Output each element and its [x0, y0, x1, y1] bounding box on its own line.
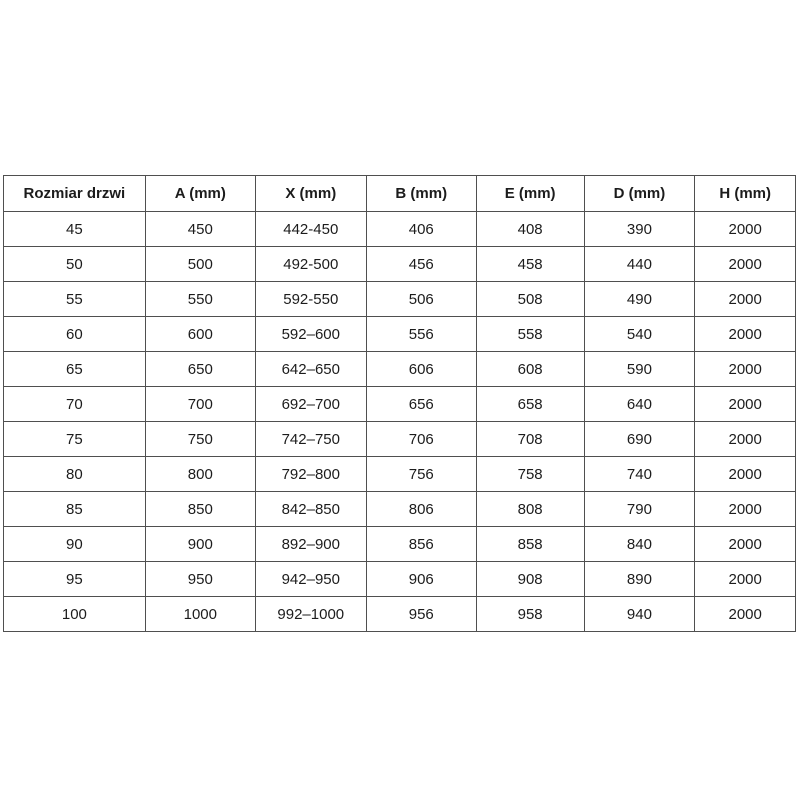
table-cell: 590 [584, 352, 695, 387]
table-cell: 2000 [695, 527, 796, 562]
table-cell: 508 [476, 282, 584, 317]
header-cell-d-mm: D (mm) [584, 176, 695, 212]
door-size-table [3, 175, 796, 632]
table-cell: 390 [584, 212, 695, 247]
table-cell: 500 [145, 247, 255, 282]
table-cell: 690 [584, 422, 695, 457]
table-cell: 60 [4, 317, 146, 352]
table-cell: 692–700 [255, 387, 366, 422]
table-cell: 740 [584, 457, 695, 492]
table-cell: 700 [145, 387, 255, 422]
table-cell: 550 [145, 282, 255, 317]
header-cell-x-mm: X (mm) [255, 176, 366, 212]
table-cell: 750 [145, 422, 255, 457]
table-cell: 2000 [695, 492, 796, 527]
table-row [4, 597, 796, 632]
table-cell: 440 [584, 247, 695, 282]
table-cell: 856 [366, 527, 476, 562]
table-cell: 65 [4, 352, 146, 387]
table-cell: 408 [476, 212, 584, 247]
table-cell: 890 [584, 562, 695, 597]
table-cell: 658 [476, 387, 584, 422]
table-cell: 456 [366, 247, 476, 282]
header-row [4, 176, 796, 212]
table-cell: 2000 [695, 317, 796, 352]
table-cell: 706 [366, 422, 476, 457]
table-row [4, 562, 796, 597]
header-cell-e-mm: E (mm) [476, 176, 584, 212]
door-size-table-container [3, 175, 796, 632]
table-row [4, 352, 796, 387]
table-cell: 2000 [695, 282, 796, 317]
table-cell: 2000 [695, 387, 796, 422]
table-cell: 70 [4, 387, 146, 422]
table-cell: 850 [145, 492, 255, 527]
table-cell: 2000 [695, 457, 796, 492]
table-cell: 900 [145, 527, 255, 562]
table-row [4, 527, 796, 562]
table-cell: 940 [584, 597, 695, 632]
table-cell: 800 [145, 457, 255, 492]
table-cell: 792–800 [255, 457, 366, 492]
table-cell: 600 [145, 317, 255, 352]
header-cell-rozmiar-drzwi: Rozmiar drzwi [4, 176, 146, 212]
table-cell: 556 [366, 317, 476, 352]
table-cell: 492-500 [255, 247, 366, 282]
table-cell: 742–750 [255, 422, 366, 457]
table-cell: 950 [145, 562, 255, 597]
table-cell: 80 [4, 457, 146, 492]
table-cell: 992–1000 [255, 597, 366, 632]
table-cell: 1000 [145, 597, 255, 632]
table-row [4, 422, 796, 457]
table-cell: 45 [4, 212, 146, 247]
table-cell: 650 [145, 352, 255, 387]
table-cell: 806 [366, 492, 476, 527]
table-row [4, 212, 796, 247]
table-cell: 100 [4, 597, 146, 632]
table-cell: 942–950 [255, 562, 366, 597]
table-row [4, 317, 796, 352]
table-cell: 85 [4, 492, 146, 527]
table-row [4, 492, 796, 527]
table-cell: 2000 [695, 422, 796, 457]
table-cell: 840 [584, 527, 695, 562]
table-cell: 592–600 [255, 317, 366, 352]
table-cell: 892–900 [255, 527, 366, 562]
table-cell: 606 [366, 352, 476, 387]
table-cell: 906 [366, 562, 476, 597]
header-cell-a-mm: A (mm) [145, 176, 255, 212]
table-cell: 958 [476, 597, 584, 632]
table-cell: 956 [366, 597, 476, 632]
table-cell: 2000 [695, 562, 796, 597]
table-row [4, 282, 796, 317]
table-cell: 50 [4, 247, 146, 282]
table-cell: 756 [366, 457, 476, 492]
table-cell: 2000 [695, 352, 796, 387]
table-cell: 656 [366, 387, 476, 422]
table-cell: 490 [584, 282, 695, 317]
table-cell: 708 [476, 422, 584, 457]
table-cell: 2000 [695, 247, 796, 282]
table-cell: 90 [4, 527, 146, 562]
table-cell: 406 [366, 212, 476, 247]
table-cell: 450 [145, 212, 255, 247]
header-cell-b-mm: B (mm) [366, 176, 476, 212]
table-cell: 442-450 [255, 212, 366, 247]
table-cell: 858 [476, 527, 584, 562]
table-header [4, 176, 796, 212]
table-body [4, 212, 796, 632]
header-cell-h-mm: H (mm) [695, 176, 796, 212]
table-cell: 758 [476, 457, 584, 492]
table-row [4, 387, 796, 422]
table-cell: 592-550 [255, 282, 366, 317]
table-cell: 558 [476, 317, 584, 352]
table-cell: 540 [584, 317, 695, 352]
table-cell: 55 [4, 282, 146, 317]
table-cell: 2000 [695, 597, 796, 632]
table-cell: 2000 [695, 212, 796, 247]
table-row [4, 457, 796, 492]
table-cell: 608 [476, 352, 584, 387]
table-cell: 790 [584, 492, 695, 527]
table-cell: 808 [476, 492, 584, 527]
table-cell: 95 [4, 562, 146, 597]
table-row [4, 247, 796, 282]
table-cell: 506 [366, 282, 476, 317]
table-cell: 458 [476, 247, 584, 282]
table-cell: 75 [4, 422, 146, 457]
table-cell: 642–650 [255, 352, 366, 387]
table-cell: 640 [584, 387, 695, 422]
table-cell: 908 [476, 562, 584, 597]
table-cell: 842–850 [255, 492, 366, 527]
